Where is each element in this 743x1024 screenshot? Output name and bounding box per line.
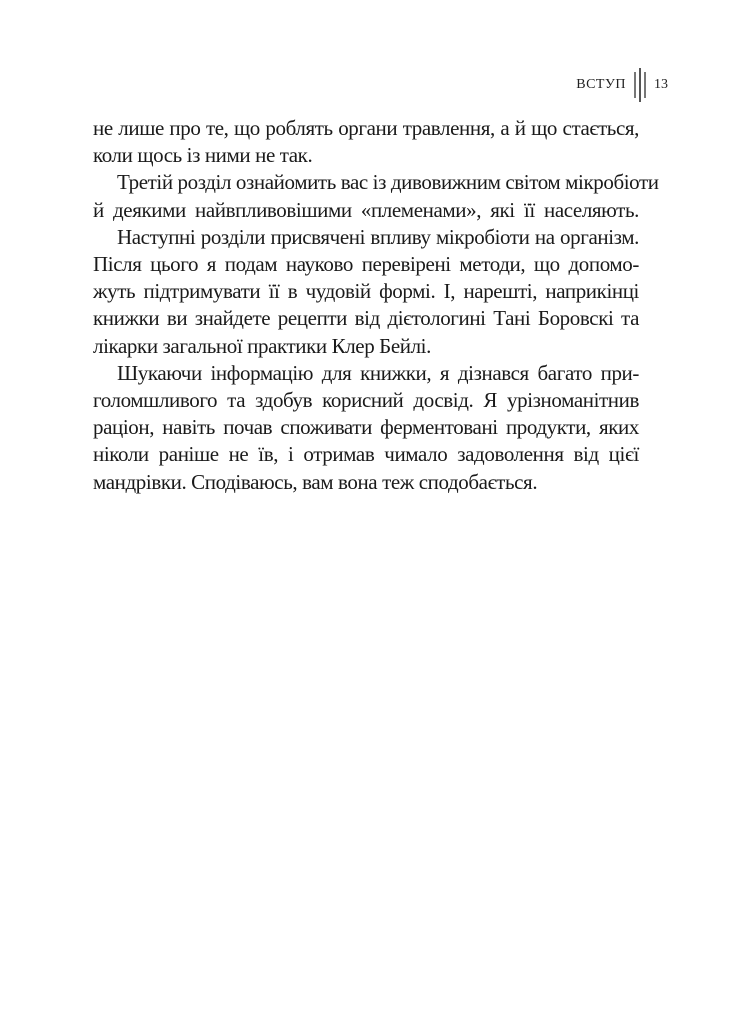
text-line: коли щось із ними не так. bbox=[93, 143, 313, 168]
text-line: ніколи раніше не їв, і отримав чимало задоволення від цієї bbox=[93, 442, 639, 467]
text-line: лікарки загальної практики Клер Бейлі. bbox=[93, 333, 431, 358]
text-line: мандрівки. Сподіваюсь, вам вона теж сподобається. bbox=[93, 469, 538, 494]
paragraph bbox=[93, 169, 659, 223]
running-head bbox=[576, 70, 668, 100]
text-line: не лише про те, що роблять органи травлення, а й що стається, bbox=[93, 116, 639, 140]
text-line: й деякими найвпливовішими «племенами», які її населяють. bbox=[93, 197, 639, 222]
body-text bbox=[93, 115, 659, 496]
text-line: Наступні розділи присвячені впливу мікробіоти на організм. bbox=[117, 224, 639, 249]
text-line: Після цього я подам науково перевірені методи, що допомо- bbox=[93, 252, 639, 277]
paragraph bbox=[93, 360, 639, 496]
text-line: Третій розділ ознайомить вас із дивовижним світом мікробіоти bbox=[117, 170, 659, 195]
text-line: жуть підтримувати її в чудовій формі. І, нарешті, наприкінці bbox=[93, 279, 639, 304]
text-line: голомшливого та здобув корисний досвід. Я урізноманітнив bbox=[93, 388, 639, 413]
paragraph bbox=[93, 224, 639, 360]
text-line: книжки ви знайдете рецепти від дієтологині Тані Боровскі та bbox=[93, 306, 639, 331]
text-line: Шукаючи інформацію для книжки, я дізнався багато при- bbox=[117, 360, 639, 385]
separator-bar bbox=[634, 72, 636, 98]
text-line: раціон, навіть почав споживати ферментовані продукти, яких bbox=[93, 415, 639, 440]
paragraph bbox=[93, 115, 639, 169]
separator-bar bbox=[644, 72, 646, 98]
page-number: 13 bbox=[654, 77, 668, 92]
section-title: ВСТУП bbox=[576, 77, 626, 92]
separator-bars-icon bbox=[634, 68, 646, 102]
separator-bar bbox=[639, 68, 641, 102]
